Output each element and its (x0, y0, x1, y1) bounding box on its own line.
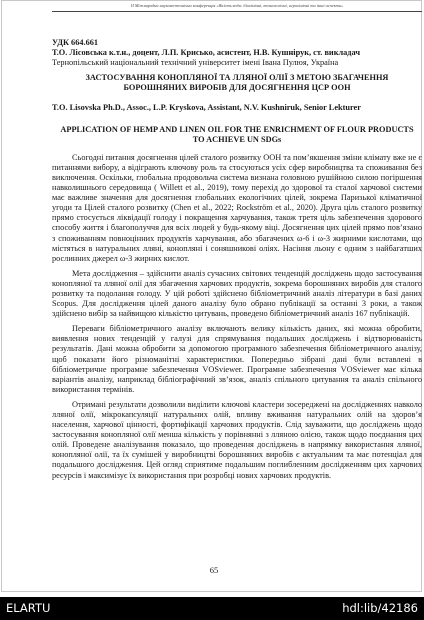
paragraph-aim: Мета дослідження – здійснити аналіз сучасних світових тенденцій досліджень щодо застосування конопляної та лляної олії для збагачення харчових продуктів, зокрема борошняних виробів для сталого розвитку та подолання голоду. У цій роботі здійснено бібліометричний аналіз літератури в базі даних Scopus. Для дослідження цілей даного аналізу було обрано публікації за останні 3 роки, а також здійснено вибір за найвищою кількістю цитувань, проведено бібліометричний аналіз 167 публікацій. (52, 268, 422, 319)
paragraph-method: Переваги бібліометричного аналізу включають велику кількість даних, які можна обробити, виявлення нових тенденцій у галузі для спрямування подальших досліджень і відтворюваність результатів. Дані можна обробити за допомогою програмного забезпечення бібліометричного аналізу, щоб показати його різноманітні характеристики. Попередньо зібрані дані були вставлені в бібліометричне програмне забезпечення VOSviewer. Програмне забезпечення VOSviewer має кілька варіантів аналізу, наприклад бібліографічний зв’язок, аналіз спільного цитування та аналіз спільного використання термінів. (52, 324, 422, 394)
document-page (1, 0, 422, 592)
article-title-en: APPLICATION OF HEMP AND LINEN OIL FOR THE ENRICHMENT OF FLOUR PRODUCTS TO ACHIEVE UN SDGs (60, 124, 414, 144)
handle-identifier[interactable]: hdl:lib/42186 (342, 601, 418, 615)
page-number: 65 (209, 565, 219, 575)
udc-code: УДК 664.661 (52, 38, 99, 47)
authors-uk: Т.О. Лісовська к.т.н., доцент, Л.П. Крисько, асистент, Н.В. Кушнірук, ст. викладач (52, 48, 360, 58)
header-rule (52, 11, 422, 12)
repository-footer (0, 597, 424, 620)
paragraph-intro: Сьогодні питання досягнення цілей сталого розвитку ООН та пом’якшення зміни клімату вже не є питаннями вибору, а відіграють ключову роль та стосуються усіх сфер виробництва та споживання без виключення. Оскільки, глобальна продовольча система визнана головною рушійною силою погіршення навколишнього середовища ( Willett et al., 2019), тому перехід до здорової та сталої харчової системи має важливе значення для досягнення глобальних екологічних цілей, зокрема Паризької кліматичної угоди та Цілей сталого розвитку (Chen et al., 2022; Rockström et al., 2020). Друга ціль сталого розвитку прямо стосується ліквідації голоду і покращення харчування, також третя ціль забезпечення здорового способу життя і благополуччя для всіх людей у будь-якому віці. Досягнення цих цілей прямо пов’язано з споживанням повноцінних продуктів харчування, або збагачених ω-6 і ω-3 жирними кислотами, що містяться в натуральних лляні, конопляні і соняшникові оліях. Насіння льону є одним з найбагатших рослинних джерел ω-3 жирних кислот. (52, 152, 422, 263)
affiliation: Тернопільський національний технічний університет імені Івана Пулюя, Україна (52, 58, 339, 68)
repository-name[interactable]: ELARTU (6, 601, 51, 615)
running-header: ІІ Міжнародна наукова-технічна конференція «Якість води: біохімічні, технологічні, агрохімічні та інші аспекти» (130, 3, 344, 8)
article-body (52, 38, 422, 481)
article-title-uk: ЗАСТОСУВАННЯ КОНОПЛЯНОЇ ТА ЛЛЯНОЇ ОЛІЇ З МЕТОЮ ЗБАГАЧЕННЯ БОРОШНЯНИХ ВИРОБІВ ДЛЯ ДОСЯГНЕННЯ ЦСР ООН (85, 73, 389, 93)
paragraph-results: Отримані результати дозволили виділити ключові кластери зосереджені на дослідженнях навколо лляної олії, мікрокапсуляції натуральних олій, впливу вживання натуральних олій на здоров’я населення, харчової цінності, фортифікації харчових продуктів. Слід зауважити, що досліджень щодо застосування конопляної олії менша кількість у порівнянні з лляною олією, також щодо поєднання цих олій. Проведене аналізування показало, що проведення досліджень в напрямку використання лляної, конопляної олії, та їх сумішей у виробництві борошняних виробів є актуальним та має потенціал для подальшого дослідження. Цей огляд сприятиме подальшим поглибленним дослідженням цих харчових ресурсів і максимізує їх використання при розробці нових харчових продуктів. (52, 399, 422, 480)
authors-en: T.O. Lisovska Ph.D., Assoc., L.P. Kryskova, Assistant, N.V. Kushniruk, Senior Lekturer (52, 103, 361, 113)
